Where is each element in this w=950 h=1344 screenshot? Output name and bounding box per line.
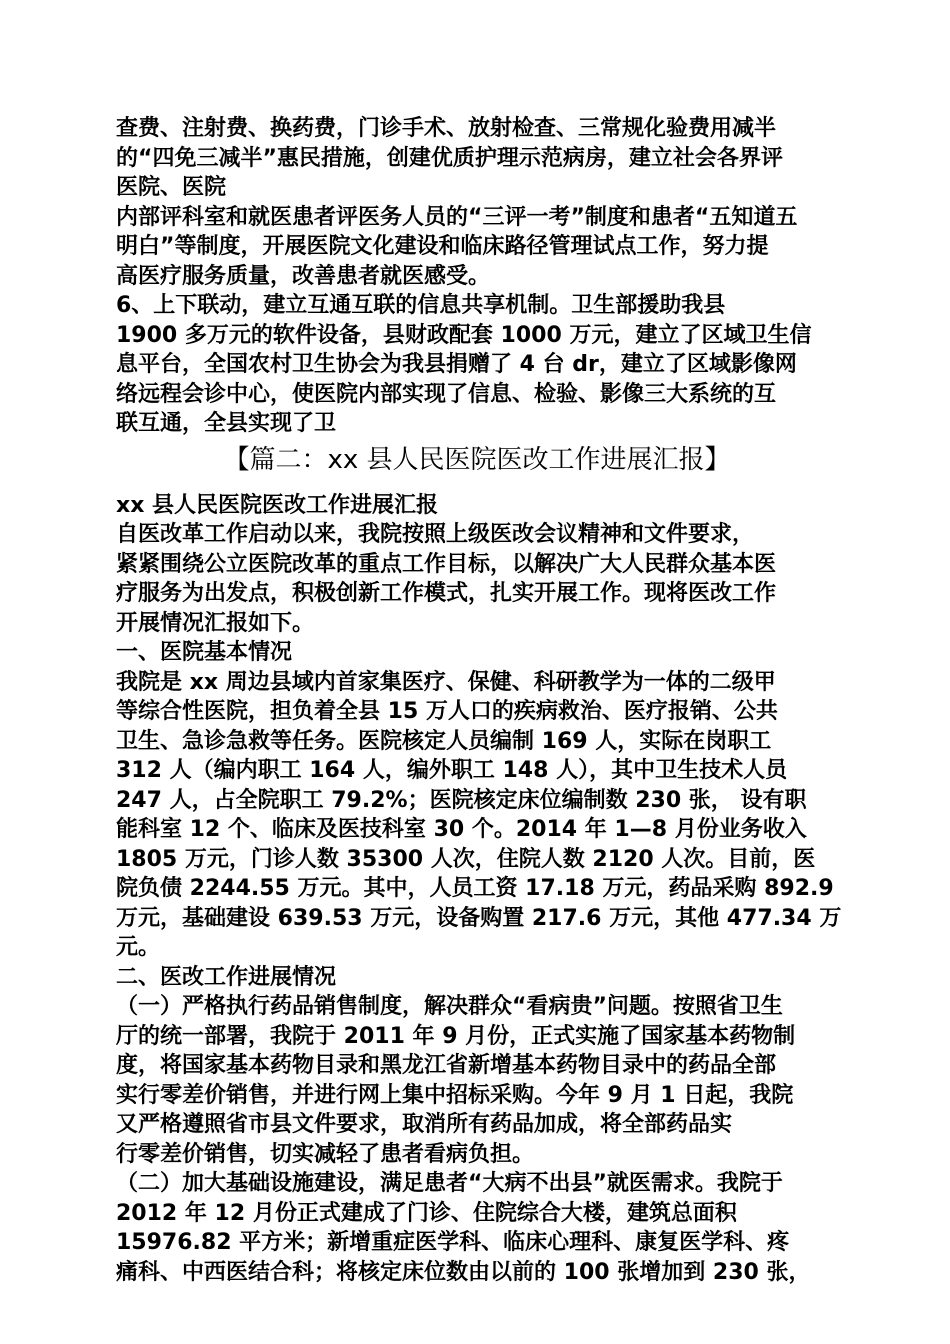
text-line: 自医改革工作启动以来，我院按照上级医改会议精神和文件要求， (116, 522, 755, 547)
text-line: 实行零差价销售，并进行网上集中招标采购。今年 9 月 1 日起，我院 (116, 1082, 794, 1108)
text-line: 等综合性医院，担负着全县 15 万人口的疾病救治、医疗报销、公共 (116, 699, 778, 724)
text-line: 息平台，全国农村卫生协会为我县捐赠了 4 台 dr，建立了区域影像网 (116, 352, 797, 377)
text-line: 能科室 12 个、临床及医技科室 30 个。2014 年 1—8 月份业务收入 (116, 817, 807, 842)
text-line: 又严格遵照省市县文件要求，取消所有药品加成，将全部药品实 (116, 1112, 733, 1137)
text-line: 联互通，全县实现了卫 (116, 411, 337, 436)
section-one-text (116, 114, 838, 439)
section-heading: 【篇二：xx 县人民医院医改工作进展汇报】 (223, 444, 731, 475)
text-line: 高医疗服务质量，改善患者就医感受。 (116, 263, 491, 289)
text-line: 万元，基础建设 639.53 万元，设备购置 217.6 万元，其他 477.34 万 (116, 905, 842, 931)
text-line: 络远程会诊中心，使医院内部实现了信息、检验、影像三大系统的互 (116, 381, 777, 407)
document-page (116, 114, 842, 1287)
text-line: 紧紧围绕公立医院改革的重点工作目标，以解决广大人民群众基本医 (116, 551, 777, 577)
text-line: 度，将国家基本药物目录和黑龙江省新增基本药物目录中的药品全部 (116, 1053, 777, 1078)
text-line: 查费、注射费、换药费，门诊手术、放射检查、三常规化验费用减半 (116, 116, 777, 141)
text-line: 15976.82 平方米；新增重症医学科、临床心理科、康复医学科、疼 (116, 1230, 790, 1255)
text-line: 2012 年 12 月份正式建成了门诊、住院综合大楼，建筑总面积 (116, 1200, 737, 1226)
text-line: 一、医院基本情况 (116, 640, 293, 665)
text-line: 的“四免三减半”惠民措施，创建优质护理示范病房，建立社会各界评 (116, 145, 783, 171)
text-line: 1805 万元，门诊人数 35300 人次，住院人数 2120 人次。目前，医 (116, 846, 816, 872)
text-line: （一）严格执行药品销售制度，解决群众“看病贵”问题。按照省卫生 (116, 994, 783, 1019)
text-line: 卫生、急诊急救等任务。医院核定人员编制 169 人，实际在岗职工 (116, 728, 772, 754)
text-line: 明白”等制度，开展医院文化建设和临床路径管理试点工作，努力提 (116, 234, 769, 259)
text-line: 内部评科室和就医患者评医务人员的“三评一考”制度和患者“五知道五 (116, 204, 798, 230)
text-line: 我院是 xx 周边县域内首家集医疗、保健、科研教学为一体的二级甲 (116, 669, 776, 695)
text-line: （二）加大基础设施建设，满足患者“大病不出县”就医需求。我院于 (116, 1171, 783, 1196)
text-line: 医院、医院 (116, 175, 227, 200)
text-line: 开展情况汇报如下。 (116, 610, 315, 636)
text-line: 6、上下联动，建立互通互联的信息共享机制。卫生部援助我县 (116, 293, 726, 318)
text-line: 312 人（编内职工 164 人，编外职工 148 人），其中卫生技术人员 (116, 758, 788, 783)
text-line: 疗服务为出发点，积极创新工作模式，扎实开展工作。现将医改工作 (116, 581, 777, 606)
text-line: 痛科、中西医结合科；将核定床位数由以前的 100 张增加到 230 张， (116, 1259, 811, 1285)
text-line: 247 人，占全院职工 79.2%；医院核定床位编制数 230 张， 设有职 (116, 787, 807, 813)
text-line: 1900 多万元的软件设备，县财政配套 1000 万元，建立了区域卫生信 (116, 322, 812, 348)
text-line: 行零差价销售，切实减轻了患者看病负担。 (116, 1141, 535, 1167)
text-line: 厅的统一部署，我院于 2011 年 9 月份，正式实施了国家基本药物制 (116, 1023, 796, 1049)
text-line: xx 县人民医院医改工作进展汇报 (116, 492, 439, 518)
text-line: 元。 (116, 935, 161, 960)
text-line: 院负债 2244.55 万元。其中，人员工资 17.18 万元，药品采购 892.9 (116, 876, 834, 901)
text-line: 二、医改工作进展情况 (116, 964, 337, 990)
section-two-text (116, 491, 842, 1288)
